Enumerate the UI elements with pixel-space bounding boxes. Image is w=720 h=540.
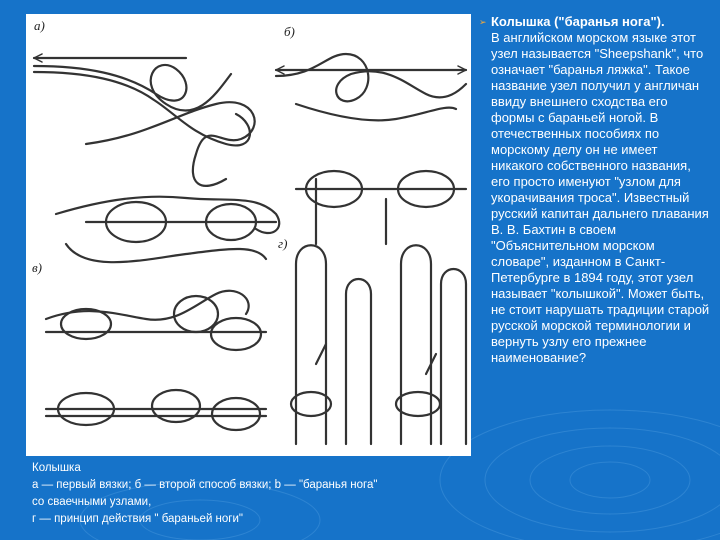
- caption-line: а — первый вязки; б — второй способ вязки; b — "баранья нога": [32, 479, 378, 491]
- caption-line: г — принцип действия " бараньей ноги": [32, 513, 244, 525]
- knot-diagram-v: [46, 291, 266, 430]
- description-title: Колышка ("баранья нога").: [491, 14, 665, 29]
- figure-caption: [32, 460, 472, 528]
- knot-diagram-a: [34, 58, 279, 262]
- caption-line: со сваечными узлами,: [32, 496, 152, 508]
- label-g: г): [278, 236, 288, 251]
- description-body: В английском морском языке этот узел называется "Sheepshank", что означает "баранья ляжка". Такое название узел получил у англичан ввиду внешнего сходства его формы с бараньей ногой. В отечественных пособиях по морскому делу он не имеет никакого собственного названия, его просто именуют "узлом для укорачивания троса". Известный русский капитан дальнего плавания В. В. Бахтин в своем "Объяснительном морском словаре", изданном в Санкт-Петербурге в 1894 году, этот узел называет "колышкой". Может быть, не стоит нарушать традиции старой русской морской терминологии и вернуть узлу его прежнее наименование?: [491, 30, 710, 365]
- description-text: [491, 14, 713, 366]
- label-b: б): [284, 24, 295, 39]
- knot-diagram-g: [291, 245, 466, 444]
- label-v: в): [32, 260, 42, 275]
- knot-diagram-b: [276, 54, 466, 244]
- caption-line: Колышка: [32, 462, 81, 474]
- knot-illustration: [26, 14, 471, 456]
- label-a: а): [34, 18, 45, 33]
- bullet-arrow-icon: ➢: [479, 17, 487, 27]
